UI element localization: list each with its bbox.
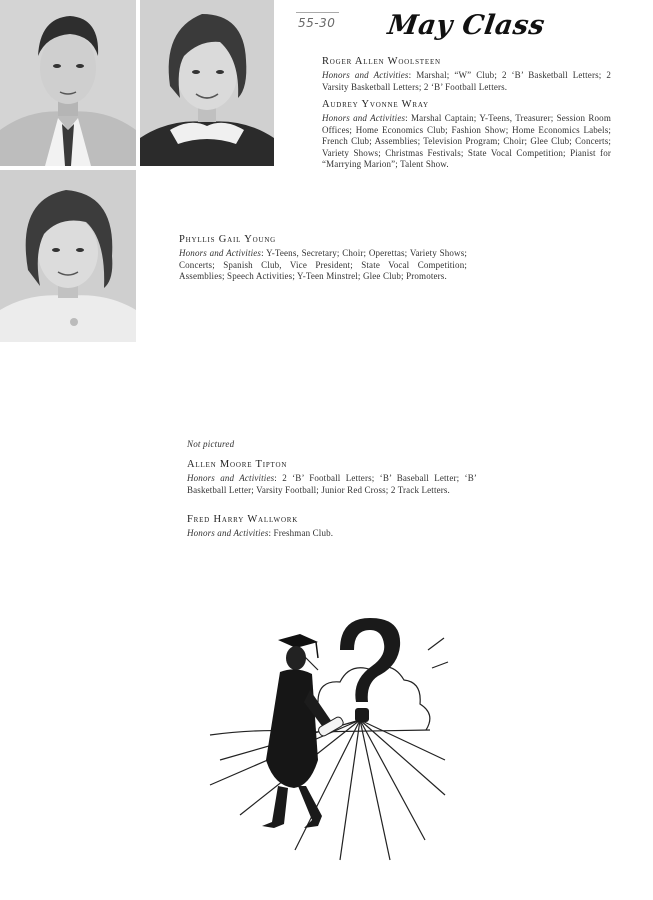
activities-text: Marshal Captain; Y-Teens, Treasurer; Session Room Offices; Home Economics Club; Fashion Show; Home Economics Labels; French Club; Assemblies; Television Program; Choir; Glee Club; Concerts; Variety Shows; Christmas Festivals; State Vocal Competition; Pianist for “Marrying Marion”; Talent Show. [322, 113, 611, 169]
student-activities: Honors and Activities: Y-Teens, Secretary; Choir; Operettas; Variety Shows; Concerts; Spanish Club, Vice President; State Vocal Competition; Assemblies; Speech Activities; Y-Teen Minstrel; Glee Club; Promoters. [179, 248, 467, 281]
student-name: Audrey Yvonne Wray [322, 99, 429, 110]
student-name: Roger Allen Woolsteen [322, 56, 441, 67]
student-activities: Honors and Activities: Marshal; “W” Club; 2 ‘B’ Basketball Letters; 2 Varsity Basketball Letters; 2 ‘B’ Football Letters. [322, 70, 612, 92]
pencil-note: 55-30 [298, 16, 336, 30]
student-entry [322, 99, 611, 171]
student-name: Phyllis Gail Young [179, 234, 277, 245]
activities-text: 2 ‘B’ Football Letters; ‘B’ Baseball Letter; ‘B’ Basketball Letter; Varsity Football; Junior Red Cross; 2 Track Letters. [187, 473, 478, 495]
student-name: Allen Moore Tipton [187, 459, 288, 470]
activities-label: Honors and Activities [179, 248, 262, 258]
graduate-illustration [200, 610, 450, 870]
activities-label: Honors and Activities [322, 70, 409, 80]
portrait-photo-wray [140, 0, 274, 166]
activities-label: Honors and Activities [322, 113, 406, 123]
student-entry [322, 56, 611, 93]
portrait-photo-young [0, 170, 136, 342]
portrait-photo-woolsteen [0, 0, 136, 166]
activities-label: Honors and Activities [187, 473, 275, 483]
not-pictured-heading: Not pictured [187, 439, 235, 449]
activities-text: Freshman Club. [273, 528, 334, 538]
student-entry [187, 459, 477, 496]
student-activities: Honors and Activities: 2 ‘B’ Football Letters; ‘B’ Baseball Letter; ‘B’ Basketball Letter; Varsity Football; Junior Red Cross; 2 Track Letters. [187, 473, 478, 495]
activities-text: Y-Teens, Secretary; Choir; Operettas; Variety Shows; Concerts; Spanish Club, Vice President; State Vocal Competition; Assemblies; Speech Activities; Y-Teen Minstrel; Glee Club; Promoters. [179, 248, 467, 281]
page-title: May Class [385, 10, 547, 41]
student-activities: Honors and Activities: Freshman Club. [187, 528, 334, 538]
student-entry [179, 234, 467, 283]
student-entry [187, 514, 477, 540]
student-activities: Honors and Activities: Marshal Captain; Y-Teens, Treasurer; Session Room Offices; Home Economics Club; Fashion Show; Home Economics Labels; French Club; Assemblies; Television Program; Choir; Glee Club; Concerts; Variety Shows; Christmas Festivals; State Vocal Competition; Pianist for “Marrying Marion”; Talent Show. [322, 113, 611, 169]
student-name: Fred Harry Wallwork [187, 514, 299, 525]
activities-label: Honors and Activities [187, 528, 269, 538]
activities-text: Marshal; “W” Club; 2 ‘B’ Basketball Letters; 2 Varsity Basketball Letters; 2 ‘B’ Football Letters. [322, 70, 612, 92]
